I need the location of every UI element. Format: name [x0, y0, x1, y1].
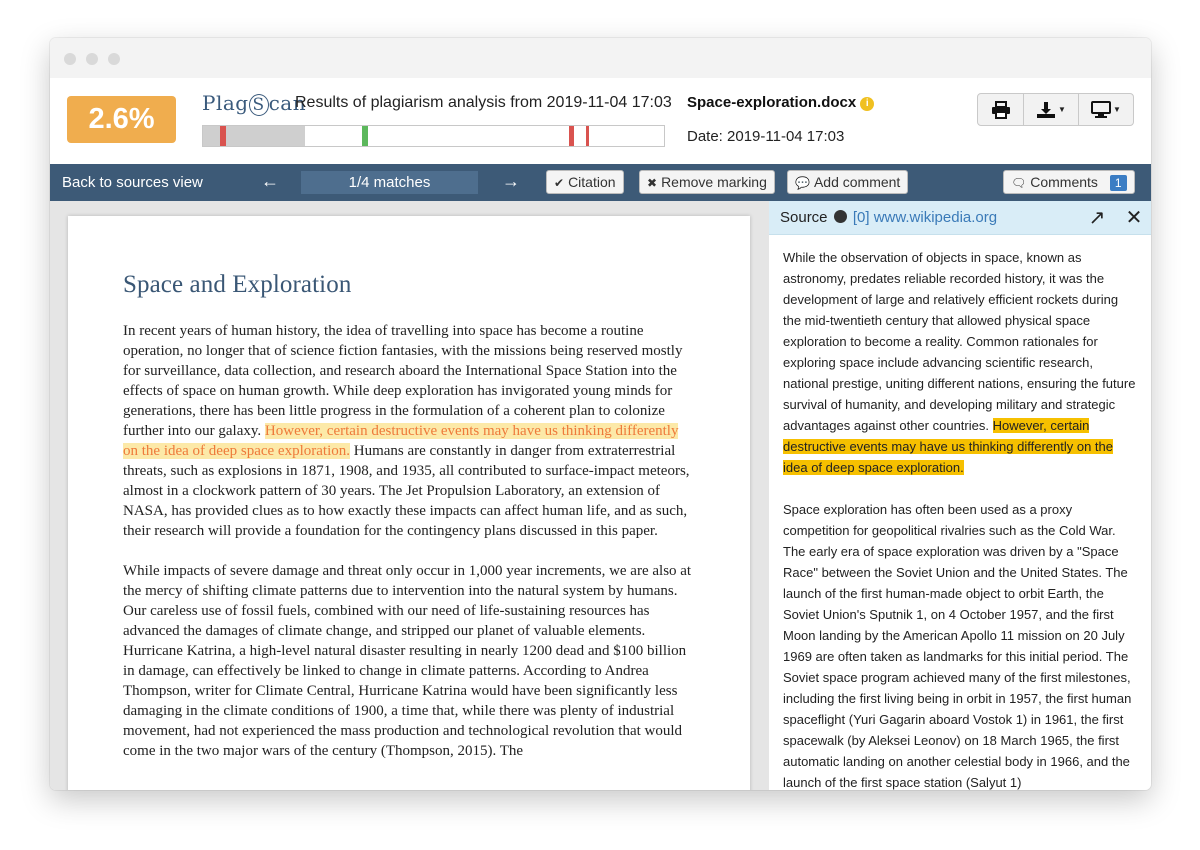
match-bar-marker-red[interactable]: [569, 126, 574, 146]
window-minimize-dot[interactable]: [86, 53, 98, 65]
document-paragraph: While impacts of severe damage and threat only occur in 1,000 year increments, we are also at the mercy of shifting climate patterns due to intervention into the natural system by humans. Our careless use of fossil fuels, combined with our need of life-sustaining resources has advanced the damages of climate change, and stripped our planet of valuable elements. Hurricane Katrina, a high-level natural disaster resulting in nearly 1200 dead and $100 billion in damage, can effectively be linked to change in climate patterns. According to Andrea Thompson, writer for Climate Central, Hurricane Katrina would have been significantly less damaging in the climate conditions of 1900, a time that, while there was plenty of industrial movement, had not experienced the mass production and technological revolution that would come in the two major wars of the century (Thompson, 2015). The: [123, 563, 692, 759]
source-match-highlight[interactable]: However, certain destructive events may have us thinking differently on the idea of deep space exploration.: [783, 418, 1114, 475]
close-icon[interactable]: ✕: [1125, 207, 1143, 229]
source-paragraph-text: While the observation of objects in space, known as astronomy, predates reliable recorded history, it was the development of large and relatively efficient rockets during the mid-twentieth century that allowed physical space exploration to become a reality. Common rationales for exploring space include advancing scientific research, national prestige, uniting different nations, ensuring the future survival of humanity, and developing military and strategic advantages against other countries.: [783, 250, 1136, 433]
open-source-icon[interactable]: ↗: [1088, 207, 1106, 229]
print-icon: [991, 101, 1011, 119]
match-bar-marker-red[interactable]: [220, 126, 226, 146]
document-page: [68, 216, 750, 790]
comments-icon: 🗨: [1011, 176, 1027, 190]
source-header: [769, 201, 1151, 235]
comment-icon: 💬: [795, 176, 810, 190]
chevron-down-icon: ▼: [1113, 105, 1121, 114]
report-header: [50, 78, 1151, 164]
logo-post: can: [268, 91, 307, 115]
paragraph-text: In recent years of human history, the idea of travelling into space has become a routine operation, no longer that of science fiction fantasies, with the missions being reserved mostly for surveillance, data collection, and research aboard the International Space Station into the effects of space on human growth. While deep exploration has invigorated young minds for generations, there has been little progress in the formulation of a coherent plan to colonize further into our galaxy.: [123, 323, 683, 439]
display-mode-button[interactable]: [1079, 94, 1133, 125]
document-date: Date: 2019-11-04 17:03: [687, 128, 845, 145]
window-close-dot[interactable]: [64, 53, 76, 65]
logo-pre: Plag: [202, 91, 249, 115]
comments-label: Comments: [1030, 174, 1098, 190]
app-window: [50, 38, 1151, 790]
source-text: [769, 235, 1151, 790]
source-label: [780, 209, 997, 226]
monitor-icon: [1091, 101, 1111, 119]
content-area: [50, 201, 1151, 790]
add-comment-button[interactable]: [787, 170, 908, 194]
paragraph-text: Humans are constantly in danger from extraterrestrial threats, such as explosions in 1871, 1908, and 1935, all contributed to surface-impact meteors, almost in a clockwork pattern of 30 years. The Jet Propulsion Laboratory, an extension of NASA, has provided clues as to how exactly these impacts can affect human life, and as such, their research will provide a foundation for the contingency plans discussed in this paper.: [123, 443, 690, 539]
match-distribution-bar[interactable]: [202, 125, 665, 147]
document-filename: [687, 94, 874, 111]
next-match-button[interactable]: →: [502, 171, 520, 191]
source-panel: [769, 201, 1151, 790]
match-toolbar: [50, 164, 1151, 201]
source-label-text: Source: [780, 209, 828, 226]
filename-text: Space-exploration.docx: [687, 94, 857, 111]
citation-button[interactable]: [546, 170, 624, 194]
match-bar-segment-grey: [203, 126, 305, 146]
back-to-sources-link[interactable]: Back to sources view: [62, 174, 203, 191]
comments-count-badge: 1: [1110, 175, 1127, 191]
print-button[interactable]: [978, 94, 1024, 125]
source-paragraph: [783, 247, 1139, 478]
check-icon: ✔: [554, 176, 565, 190]
results-title: Results of plagiarism analysis from 2019-11-04 17:03: [295, 94, 672, 111]
source-paragraph: Space exploration has often been used as a proxy competition for geopolitical rivalries such as the Cold War. The early era of space exploration was driven by a "Space Race" between the Soviet Union and the United States. The launch of the first human-made object to orbit Earth, the Soviet Union's Sputnik 1, on 4 October 1957, and the first Moon landing by the American Apollo 11 mission on 20 July 1969 are often taken as landmarks for this initial period. The Soviet space program achieved many of the first milestones, including the first living being in orbit in 1957, the first human spaceflight (Yuri Gagarin aboard Vostok 1) in 1961, the first spacewalk (by Aleksei Leonov) on 18 March 1965, the first automatic landing on another celestial body in 1966, and the launch of the first space station (Salyut 1): [783, 502, 1132, 790]
action-button-group: [977, 93, 1134, 126]
chevron-down-icon: ▼: [1058, 105, 1066, 114]
document-paragraph: [123, 321, 694, 541]
plagscan-logo: [202, 91, 306, 116]
logo-circle-letter: S: [249, 94, 269, 116]
matched-text-highlight[interactable]: However, certain destructive events may have us thinking differently on the idea of deep space exploration.: [123, 423, 679, 459]
document-title: Space and Exploration: [123, 271, 352, 298]
match-counter: 1/4 matches: [301, 171, 478, 194]
source-link[interactable]: [0] www.wikipedia.org: [852, 209, 998, 226]
window-zoom-dot[interactable]: [108, 53, 120, 65]
info-icon[interactable]: i: [860, 97, 874, 111]
globe-icon: [834, 210, 847, 223]
match-bar-marker-green[interactable]: [362, 126, 368, 146]
window-titlebar: [50, 38, 1151, 78]
download-icon: [1036, 101, 1056, 119]
remove-marking-button[interactable]: [639, 170, 775, 194]
add-comment-label: Add comment: [813, 174, 901, 190]
download-button[interactable]: [1024, 94, 1079, 125]
document-panel[interactable]: [50, 201, 769, 790]
match-bar-marker-red[interactable]: [586, 126, 589, 146]
comments-button[interactable]: [1003, 170, 1135, 194]
remove-marking-label: Remove marking: [661, 174, 767, 190]
close-icon: ✖: [647, 176, 658, 190]
plagiarism-score: 2.6%: [67, 96, 176, 143]
previous-match-button[interactable]: ←: [261, 171, 279, 191]
citation-label: Citation: [568, 174, 616, 190]
